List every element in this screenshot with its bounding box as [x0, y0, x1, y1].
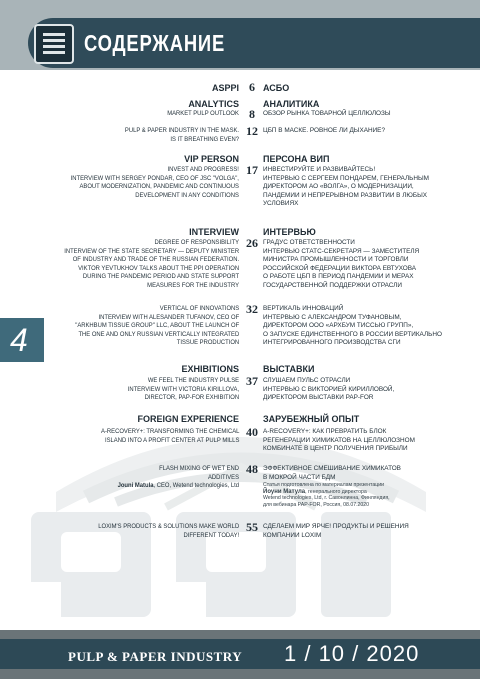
contents-list-icon: [34, 24, 74, 64]
page-num-37: 37: [246, 374, 258, 388]
journal-name: PULP & PAPER INDUSTRY: [68, 649, 243, 664]
page-num-32: 32: [246, 302, 258, 316]
page-num-6: 6: [249, 80, 255, 94]
page-num-8: 8: [249, 107, 255, 121]
toc-entry-en: VERTICAL OF INNOVATIONS INTERVIEW WITH ALESANDER TUFANOV, CEO OF "ARKHBUM TISSUE GROUP" LLC, ABOUT THE LAUNCH OF THE ONE AND ONLY RUSSIAN VERTICALLY INTEGRATED TISSUE PRODUCTION: [75, 305, 239, 347]
ru-section-foreign: ЗАРУБЕЖНЫЙ ОПЫТ: [263, 414, 360, 424]
page-number-tab: [0, 318, 44, 362]
page-number: 4: [10, 322, 28, 358]
en-section-asppi: ASPPI: [211, 83, 239, 93]
toc-entry-en: DEGREE OF RESPONSIBILITY INTERVIEW OF THE STATE SECRETARY — DEPUTY MINISTER OF INDUSTRY AND TRADE OF THE RUSSIAN FEDERATION. VIKTOR YEVTUKHOV TALKS ABOUT THE PPI OPERATION DURING THE PANDEMIC PERIOD AND STATE SUPPORT MEASURES FOR THE INDUSTRY: [64, 239, 240, 289]
toc-entry-ru: ГРАДУС ОТВЕТСТВЕННОСТИ ИНТЕРВЬЮ СТАТС-СЕКРЕТАРЯ — ЗАМЕСТИТЕЛЯ МИНИСТРА ПРОМЫШЛЕННОСТИ И ТОРГОВЛИ РОССИЙСКОЙ ФЕДЕРАЦИИ ВИКТОРА ЕВТУХОВА О РАБОТЕ ЦБП В ПЕРИОД ПАНДЕМИИ И МЕРАХ ГОСУДАРСТВЕННОЙ ПОДДЕРЖКИ ОТРАСЛИ: [263, 239, 420, 289]
toc-entry-en: PULP & PAPER INDUSTRY IN THE MASK. IS IT BREATHING EVEN?: [124, 127, 239, 143]
toc-entry-ru: ВЕРТИКАЛЬ ИННОВАЦИЙ ИНТЕРВЬЮ С АЛЕКСАНДРОМ ТУФАНОВЫМ, ДИРЕКТОРОМ ООО «АРХБУМ ТИССЬЮ ГРУПП», О ЗАПУСКЕ ЕДИНСТВЕННОГО В РОССИИ ВЕРТИКАЛЬНО ИНТЕГРИРОВАННОГО ПРОИЗВОДСТВА СГИ: [263, 305, 442, 347]
en-section-analytics: ANALYTICS: [188, 99, 239, 109]
page-num-40: 40: [246, 425, 258, 439]
page-num-17: 17: [246, 163, 258, 177]
en-section-interview: INTERVIEW: [189, 227, 239, 237]
page-num-55: 55: [246, 520, 258, 534]
ru-section-asbo: АСБО: [263, 83, 290, 93]
issue-number: 1 / 10 / 2020: [284, 641, 420, 666]
toc-entry-ru: ЦБП В МАСКЕ. РОВНОЕ ЛИ ДЫХАНИЕ?: [263, 127, 386, 134]
page-title: СОДЕРЖАНИЕ: [84, 30, 226, 56]
toc-entry-en: LOXIM'S PRODUCTS & SOLUTIONS MAKE WORLD DIFFERENT TODAY!: [98, 523, 239, 539]
ru-section-exhibitions: ВЫСТАВКИ: [263, 364, 315, 374]
toc-entry-en: INVEST AND PROGRESS! INTERVIEW WITH SERGEY PONDAR, CEO OF JSC "VOLGA", ABOUT MODERNIZATION, PANDEMIC AND CONTINUOUS DEVELOPMENT IN ANY CONDITIONS: [70, 166, 240, 199]
en-section-exhibitions: EXHIBITIONS: [181, 364, 239, 374]
toc-entry-ru: ЭФФЕКТИВНОЕ СМЕШИВАНИЕ ХИМИКАТОВ В МОКРОЙ ЧАСТИ БДМ Статья подготовлена по материалам презентации Йоуни Матула, генерального директора Wetend technologies, Ltd, г. Савонлинна, Финляндия, для вебинара PAP-FOR, Россия, 08.07.2020: [263, 465, 401, 508]
toc-entry-en: MARKET PULP OUTLOOK: [167, 110, 239, 117]
toc-entry-ru: A-RECOVERY+: КАК ПРЕВРАТИТЬ БЛОК РЕГЕНЕРАЦИИ ХИМИКАТОВ НА ЦЕЛЛЮЛОЗНОМ КОМБИНАТЕ В ЦЕНТР ПОЛУЧЕНИЯ ПРИБЫЛИ: [263, 428, 415, 453]
toc-entry-ru: ОБЗОР РЫНКА ТОВАРНОЙ ЦЕЛЛЮЛОЗЫ: [263, 110, 391, 117]
toc-entry-ru: ИНВЕСТИРУЙТЕ И РАЗВИВАЙТЕСЬ! ИНТЕРВЬЮ С СЕРГЕЕМ ПОНДАРЕМ, ГЕНЕРАЛЬНЫМ ДИРЕКТОРОМ АО «ВОЛГА», О МОДЕРНИЗАЦИИ, ПАНДЕМИИ И НЕПРЕРЫВНОМ РАЗВИТИИ В ЛЮБЫХ УСЛОВИЯХ: [263, 166, 429, 208]
toc-entry-ru: СДЕЛАЕМ МИР ЯРЧЕ! ПРОДУКТЫ И РЕШЕНИЯ КОМПАНИИ LOXIM: [263, 523, 409, 539]
ru-section-analytics: АНАЛИТИКА: [263, 99, 320, 109]
toc-entry-en: A-RECOVERY+: TRANSFORMING THE CHEMICAL ISLAND INTO A PROFIT CENTER AT PULP MILLS: [100, 428, 239, 444]
page-num-26: 26: [246, 236, 258, 250]
toc-entry-en: FLASH MIXING OF WET END ADDITIVES Jouni Matula, CEO, Wetend technologies, Ltd: [117, 465, 239, 490]
ru-section-interview: ИНТЕРВЬЮ: [263, 227, 316, 237]
toc-entry-ru: СЛУШАЕМ ПУЛЬС ОТРАСЛИ ИНТЕРВЬЮ С ВИКТОРИЕЙ КИРИЛЛОВОЙ, ДИРЕКТОРОМ ВЫСТАВКИ PAP-FOR: [263, 377, 395, 402]
en-section-foreign: FOREIGN EXPERIENCE: [137, 414, 239, 424]
page-num-12: 12: [246, 124, 258, 138]
ru-section-vip: ПЕРСОНА ВИП: [263, 154, 330, 164]
en-section-vip: VIP PERSON: [184, 154, 239, 164]
page-num-48: 48: [246, 462, 258, 476]
toc-entry-en: WE FEEL THE INDUSTRY PULSE INTERVIEW WITH VICTORIA KIRILLOVA, DIRECTOR, PAP-FOR EXHIBITION: [127, 377, 239, 402]
